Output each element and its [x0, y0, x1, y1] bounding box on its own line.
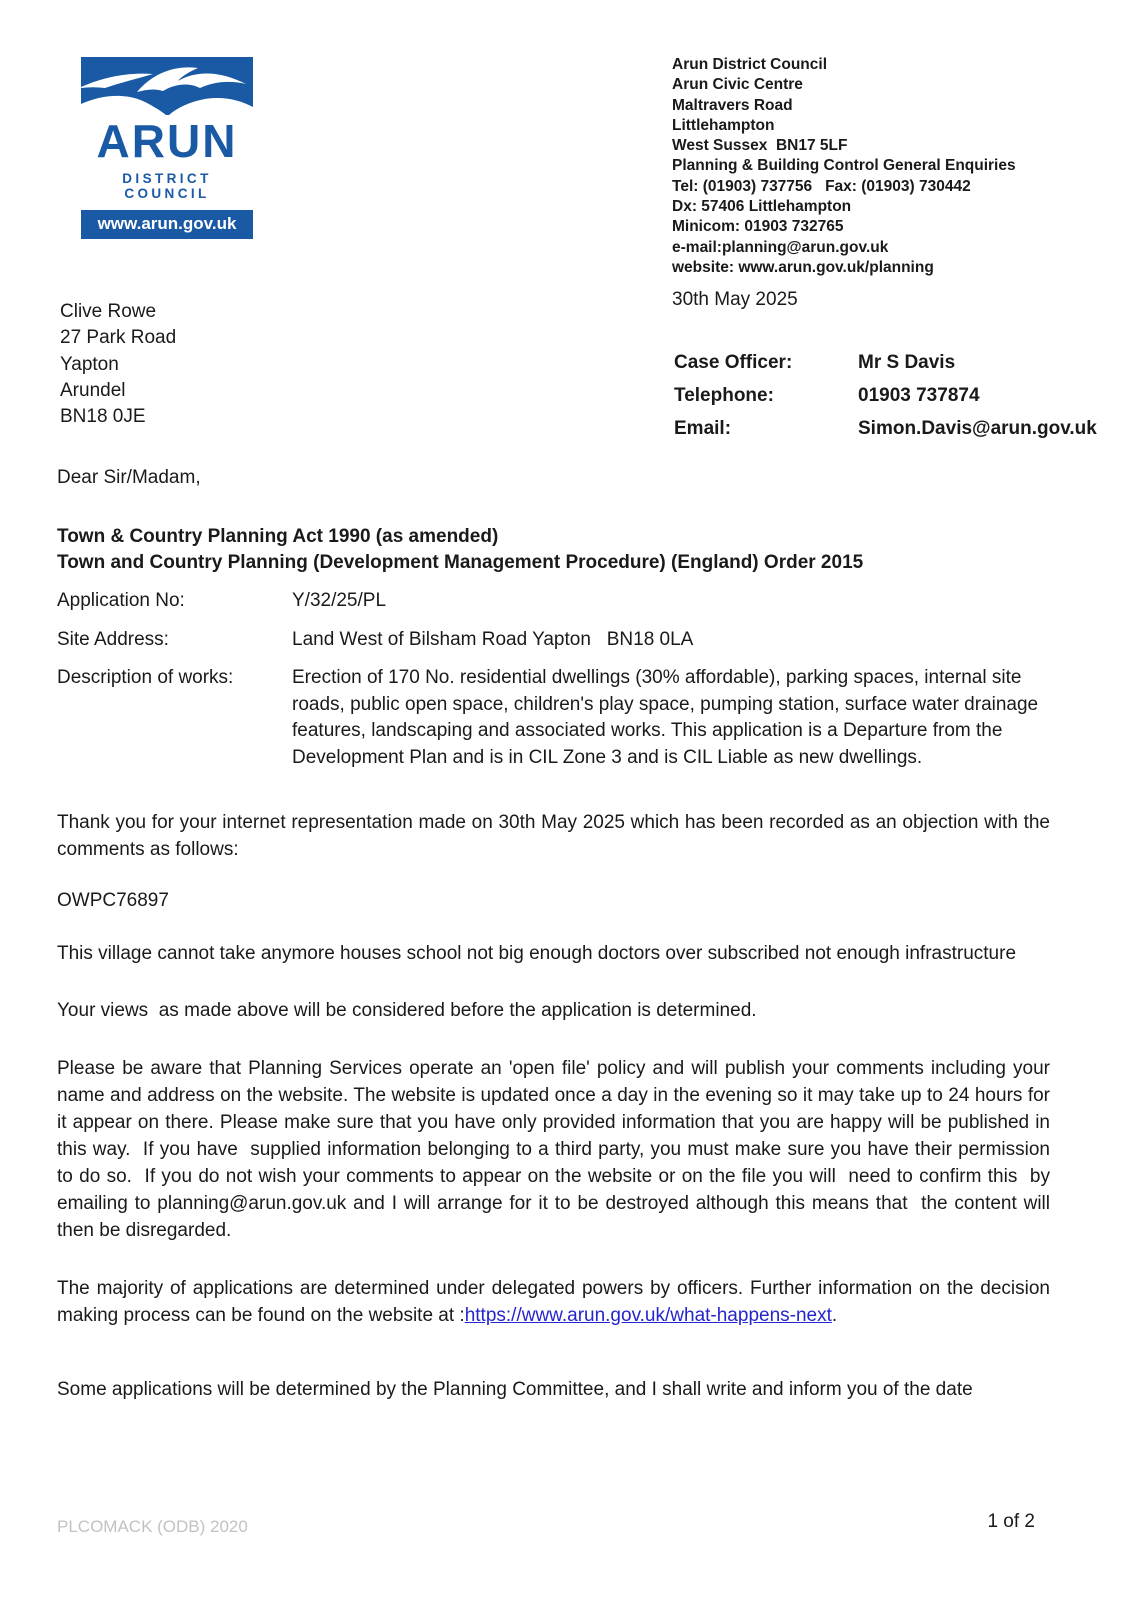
telephone-value: 01903 737874 [858, 385, 980, 406]
site-address-value: Land West of Bilsham Road Yapton BN18 0LA [292, 628, 694, 650]
council-address-line: Maltravers Road [672, 96, 793, 114]
description-of-works-label: Description of works: [57, 667, 234, 688]
logo-subtitle: DISTRICT COUNCIL [122, 171, 212, 201]
description-of-works-row [57, 665, 1050, 771]
description-of-works-value: Erection of 170 No. residential dwellings (30% affordable), parking spaces, internal site roads, public open space, children's play space, pumping station, surface water drainage features, landscaping and associated works. This application is a Departure from the Development Plan and is in CIL Zone 3 and is CIL Liable as new dwellings. [292, 667, 1044, 768]
paragraph-thank-you: Thank you for your internet representation made on 30th May 2025 which has been recorded as an objection with the comments as follows: [57, 812, 1056, 860]
application-no-row [57, 588, 1050, 615]
paragraph-planning-committee: Some applications will be determined by the Planning Committee, and I shall write and inform you of the date [57, 1379, 973, 1400]
site-address-label: Site Address: [57, 628, 169, 650]
council-address-line: Arun District Council [672, 56, 828, 73]
letter-date: 30th May 2025 [672, 289, 798, 310]
salutation: Dear Sir/Madam, [57, 467, 201, 488]
council-address-line: Dx: 57406 Littlehampton [672, 198, 852, 216]
recipient-name: Clive Rowe [60, 301, 157, 322]
paragraph-your-views: Your views as made above will be considered before the application is determined. [57, 1000, 757, 1021]
logo-website-banner: www.arun.gov.uk [81, 210, 253, 239]
telephone-label: Telephone: [674, 385, 774, 406]
application-no-value: Y/32/25/PL [292, 590, 387, 611]
council-address-line: Tel: (01903) 737756 Fax: (01903) 730442 [672, 177, 971, 195]
footer-document-code: PLCOMACK (ODB) 2020 [57, 1517, 248, 1536]
council-address-line: West Sussex BN17 5LF [672, 137, 848, 155]
legal-headings [57, 524, 1050, 576]
letter-body [57, 524, 1056, 1403]
council-address-line: website: www.arun.gov.uk/planning [672, 258, 934, 276]
council-address-line: Planning & Building Control General Enquiries [672, 157, 1016, 175]
application-no-label: Application No: [57, 590, 185, 611]
what-happens-next-link[interactable]: https://www.arun.gov.uk/what-happens-next [464, 1305, 832, 1326]
footer-page-number: 1 of 2 [987, 1511, 1035, 1532]
email-row [674, 418, 1097, 439]
paragraph-open-file-policy: Please be aware that Planning Services operate an 'open file' policy and will publish your comments including your name and address on the website. The website is updated once a day in the evening so it may take up to 24 hours for it appear on there. Please make sure that you have only provided information that you are happy will be published in this way. If you have supplied information belonging to a third party, you must make sure you have their permission to do so. If you do not wish your comments to appear on the website or on the file you will need to confirm this by emailing to planning@arun.gov.uk and I will arrange for it to be destroyed although this means that the content will then be disregarded. [57, 1058, 1056, 1241]
heading-procedure-order: Town and Country Planning (Development Management Procedure) (England) Order 2015 [57, 552, 864, 573]
telephone-row [674, 385, 1097, 406]
council-address-line: Minicom: 01903 732765 [672, 218, 844, 236]
council-logo [81, 57, 253, 239]
email-value: Simon.Davis@arun.gov.uk [858, 418, 1097, 439]
recipient-address-line: Yapton [60, 353, 119, 375]
recipient-address-block [60, 299, 176, 430]
council-address-line: e-mail:planning@arun.gov.uk [672, 238, 889, 256]
council-address-block [672, 55, 1016, 278]
recipient-address-line: 27 Park Road [60, 327, 177, 349]
case-officer-row [674, 352, 1097, 373]
recipient-address-line: Arundel [60, 379, 126, 401]
representation-reference: OWPC76897 [57, 890, 169, 911]
council-address-line: Littlehampton [672, 116, 775, 134]
council-address-line: Arun Civic Centre [672, 76, 803, 94]
paragraph-delegated-powers [57, 1275, 1056, 1329]
recipient-postcode: BN18 0JE [60, 406, 146, 428]
heading-planning-act: Town & Country Planning Act 1990 (as amended) [57, 526, 499, 547]
site-address-row [57, 627, 1050, 654]
paragraph-comment: This village cannot take anymore houses school not big enough doctors over subscribed not enough infrastructure [57, 943, 1017, 964]
case-officer-block [674, 352, 1097, 451]
delegated-powers-text: The majority of applications are determined under delegated powers by officers. Further information on the decision making process can be found on the website at : [57, 1278, 1056, 1326]
logo-wordmark: ARUN [96, 115, 238, 167]
case-officer-value: Mr S Davis [858, 352, 956, 373]
email-label: Email: [674, 418, 732, 439]
seagull-waves-icon [81, 57, 253, 115]
case-officer-label: Case Officer: [674, 352, 793, 373]
link-trailing-period: . [831, 1305, 838, 1326]
